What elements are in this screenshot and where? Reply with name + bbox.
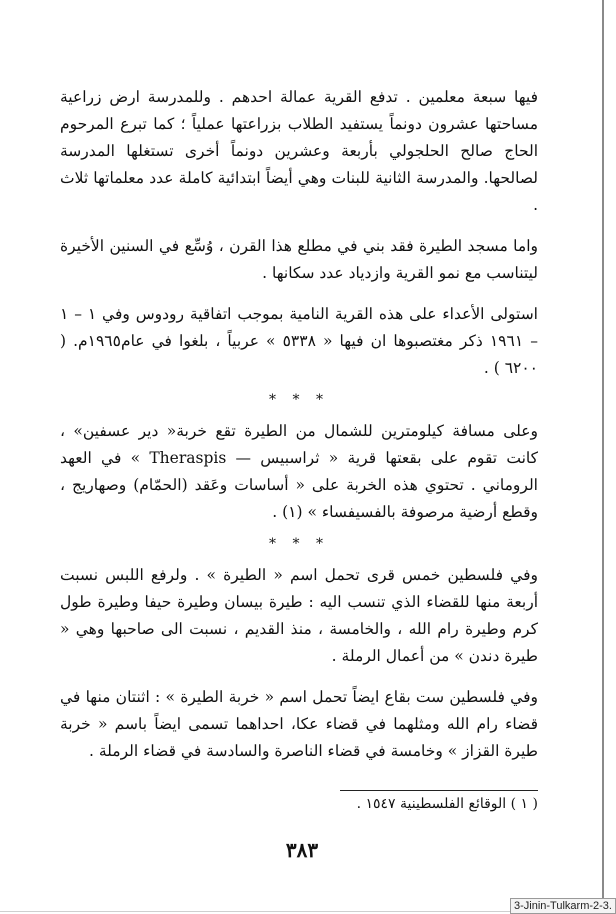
- section-separator: * * *: [269, 536, 329, 552]
- paragraph-villages-named-tira: وفي فلسطين خمس قرى تحمل اسم « الطيرة » . ولرفع اللبس نسبت أربعة منها للقضاء الذي تنسب اليه : طيرة بيسان وطيرة حيفا وطيرة طول كرم وطيرة رام الله ، والخامسة ، منذ القديم ، نسبت الى صاحبها وهي « طيرة دندن » من أعمال الرملة .: [60, 566, 538, 665]
- paragraph-occupation: استولى الأعداء على هذه القرية النامية بموجب اتفاقية رودوس وفي ١ – ١ – ١٩٦١ ذكر مغتصبوها ان فيها « ٥٣٣٨ » عربياً ، بلغوا في عام١٩٦٥م. ( ٦٢٠٠ ) .: [60, 305, 538, 377]
- paragraph-school: فيها سبعة معلمين . تدفع القرية عمالة احدهم . وللمدرسة ارض زراعية مساحتها عشرون دونماً يستفيد الطلاب بزراعتها عملياً ؛ كما تبرع المرحوم الحاج صالح الحلجولي بأربعة وعشرين دونماً أخرى تستغلها المدرسة لصالحها. والمدرسة الثانية للبنات وهي أيضاً ابتدائية كاملة عدد معلماتها ثلاث .: [60, 88, 538, 214]
- file-name-tab[interactable]: 3-Jinin-Tulkarm-2-3.: [510, 898, 616, 914]
- section-separator: * * *: [269, 392, 329, 408]
- footnote-divider: [340, 790, 538, 791]
- page-number: ٣٨٣: [285, 838, 319, 862]
- paragraph-mosque: واما مسجد الطيرة فقد بني في مطلع هذا القرن ، وُسِّع في السنين الأخيرة ليتناسب مع نمو القرية وازدياد عدد سكانها .: [60, 237, 538, 282]
- paragraph-khirbet-tira: وفي فلسطين ست بقاع ايضاً تحمل اسم « خربة الطيرة » : اثنتان منها في قضاء رام الله ومثلهما في قضاء عكا، احداهما تسمى ايضاً باسم « خربة طيرة القزاز » وخامسة في قضاء الناصرة والسادسة في قضاء الرملة .: [60, 688, 538, 760]
- main-text: [60, 84, 538, 765]
- footnote: ( ١ ) الوقائع الفلسطينية ١٥٤٧ .: [356, 796, 538, 812]
- paragraph-khirbet-dayr-asfin: وعلى مسافة كيلومترين للشمال من الطيرة تقع خربة« دير عسفين» ، كانت تقوم على بقعتها قرية « ثراسبيس — Theraspis » في العهد الروماني . تحتوي هذه الخربة على « أساسات وعَقد (الحمّام) وصهاريج ، وقطع أرضية مرصوفة بالفسيفساء » (١) .: [60, 422, 538, 521]
